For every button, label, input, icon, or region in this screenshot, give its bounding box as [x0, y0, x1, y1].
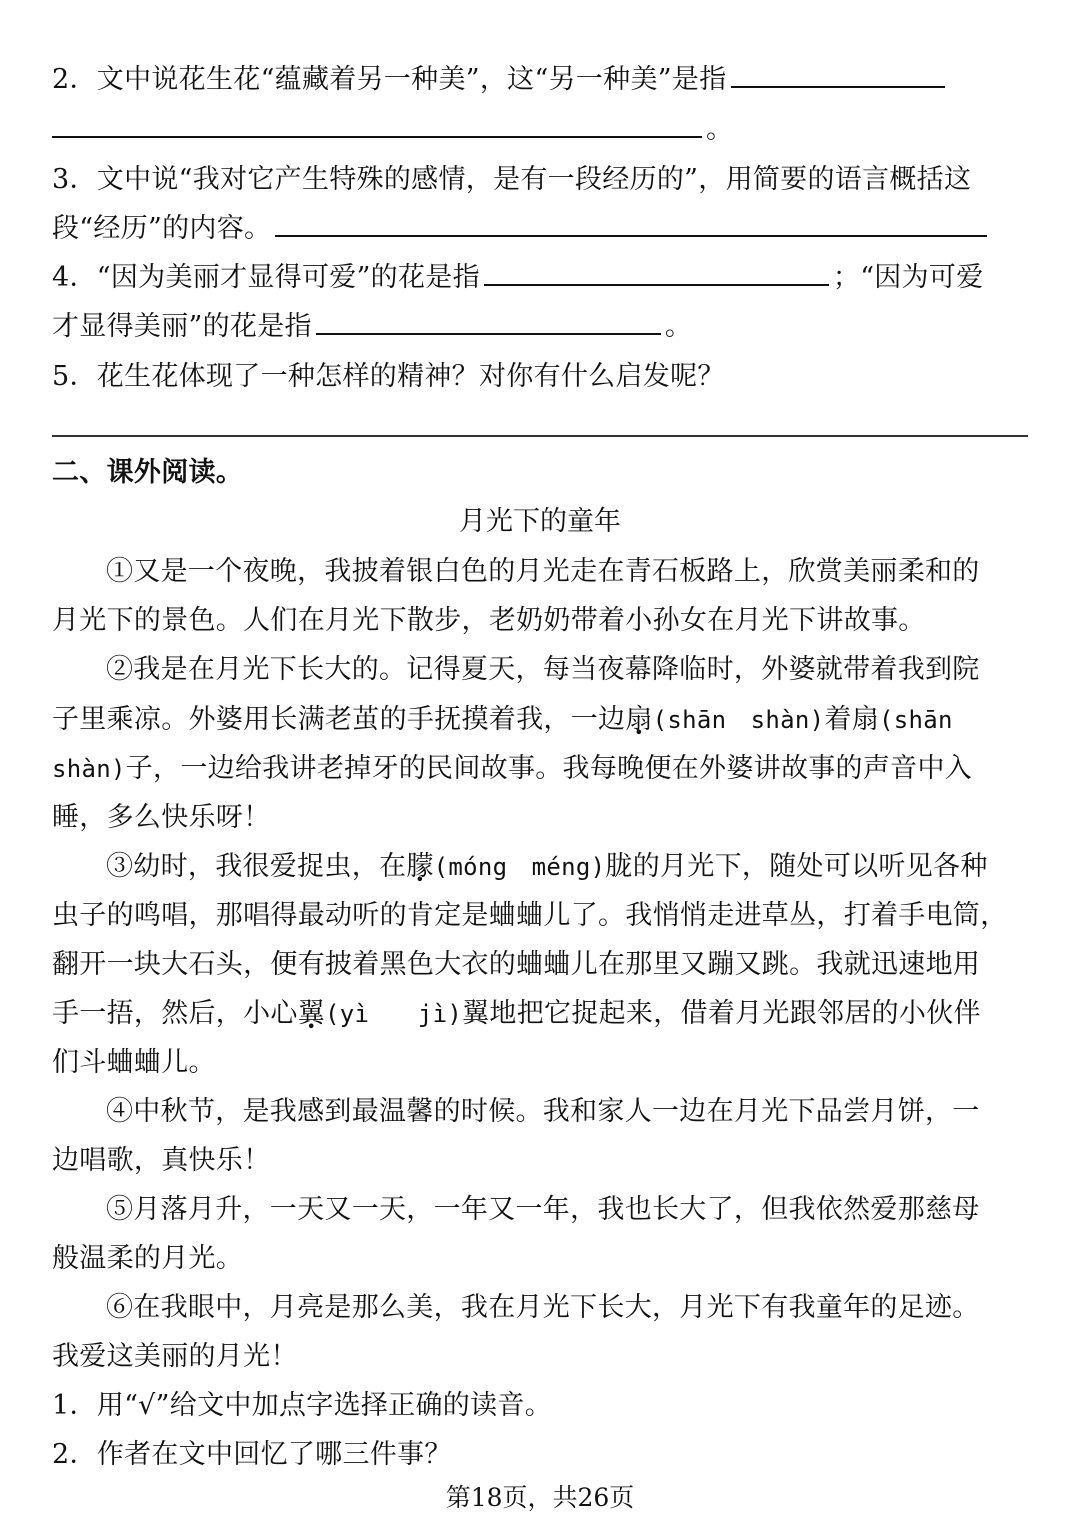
page-number: 第18页，共26页 — [445, 1483, 635, 1512]
paragraph-3-line-1: ③幼时，我很爱捉虫，在朦(móng méng)胧的月光下，随处可以听见各种 — [106, 851, 988, 882]
question-3-line-1: 3．文中说“我对它产生特殊的感情，是有一段经历的”，用简要的语言概括这 — [52, 164, 972, 195]
paragraph-3-line-3: 翻开一块大石头，便有披着黑色大衣的蛐蛐儿在那里又蹦又跳。我就迅速地用 — [52, 949, 981, 980]
pinyin-options[interactable]: shàn) — [52, 755, 126, 783]
question-3-line-2: 段“经历”的内容。 — [52, 209, 1032, 249]
question-4-line-2: 才显得美丽”的花是指 。 — [52, 307, 1032, 347]
paragraph-5-line-1: ⑤月落月升，一天又一天，一年又一年，我也长大了，但我依然爱那慈母 — [106, 1194, 980, 1225]
question-4-line-1: 4．“因为美丽才显得可爱”的花是指 ；“因为可爱 — [52, 258, 1032, 298]
paragraph-2-line-3: shàn)子，一边给我讲老掉牙的民间故事。我每晚便在外婆讲故事的声音中入 — [52, 753, 973, 784]
section-heading: 二、课外阅读。 — [52, 457, 244, 488]
pinyin-options[interactable]: (yì jì) — [325, 1000, 463, 1028]
dotted-char: 翼 — [297, 998, 326, 1029]
question-2-line-2: 。 — [52, 110, 1032, 150]
dotted-char: 扇 — [625, 704, 653, 735]
reading-question-1: 1．用“√”给文中加点字选择正确的读音。 — [52, 1390, 552, 1421]
paragraph-3-line-4: 手一捂，然后，小心翼(yì jì)翼地把它捉起来，借着月光跟邻居的小伙伴 — [52, 998, 981, 1029]
pinyin-options[interactable]: (shān — [879, 706, 953, 734]
paragraph-2-line-2: 子里乘凉。外婆用长满老茧的手抚摸着我，一边扇(shān shàn)着扇(shān — [52, 704, 953, 735]
passage-title: 月光下的童年 — [459, 506, 621, 537]
answer-blank[interactable] — [275, 209, 987, 237]
paragraph-4-line-1: ④中秋节，是我感到最温馨的时候。我和家人一边在月光下品尝月饼，一 — [106, 1096, 980, 1127]
paragraph-5-line-2: 般温柔的月光。 — [52, 1243, 244, 1274]
pinyin-options[interactable]: (móng méng) — [433, 853, 606, 881]
paragraph-1-line-1: ①又是一个夜晚，我披着银白色的月光走在青石板路上，欣赏美丽柔和的 — [106, 556, 980, 587]
paragraph-2-line-4: 睡，多么快乐呀！ — [52, 802, 271, 833]
paragraph-3-line-2: 虫子的鸣唱，那唱得最动听的肯定是蛐蛐儿了。我悄悄走进草丛，打着手电筒， — [52, 900, 1008, 931]
paragraph-1-line-2: 月光下的景色。人们在月光下散步，老奶奶带着小孙女在月光下讲故事。 — [52, 605, 926, 636]
paragraph-6-line-1: ⑥在我眼中，月亮是那么美，我在月光下长大，月光下有我童年的足迹。 — [106, 1292, 980, 1323]
question-5: 5．花生花体现了一种怎样的精神？对你有什么启发呢？ — [52, 361, 725, 392]
divider — [52, 435, 1028, 437]
paragraph-2-line-1: ②我是在月光下长大的。记得夏天，每当夜幕降临时，外婆就带着我到院 — [106, 654, 980, 685]
question-2-line-1: 2．文中说花生花“蕴藏着另一种美”，这“另一种美”是指 — [52, 60, 1032, 100]
answer-blank[interactable] — [316, 307, 661, 335]
answer-blank[interactable] — [52, 110, 702, 138]
pinyin-options[interactable]: (shān shàn) — [652, 706, 825, 734]
answer-blank[interactable] — [484, 258, 829, 286]
dotted-char: 朦 — [406, 851, 434, 882]
paragraph-6-line-2: 我爱这美丽的月光！ — [52, 1341, 298, 1372]
paragraph-4-line-2: 边唱歌，真快乐！ — [52, 1145, 271, 1176]
answer-blank[interactable] — [731, 60, 945, 88]
paragraph-3-line-5: 们斗蛐蛐儿。 — [52, 1047, 216, 1078]
reading-question-2: 2．作者在文中回忆了哪三件事？ — [52, 1439, 452, 1470]
